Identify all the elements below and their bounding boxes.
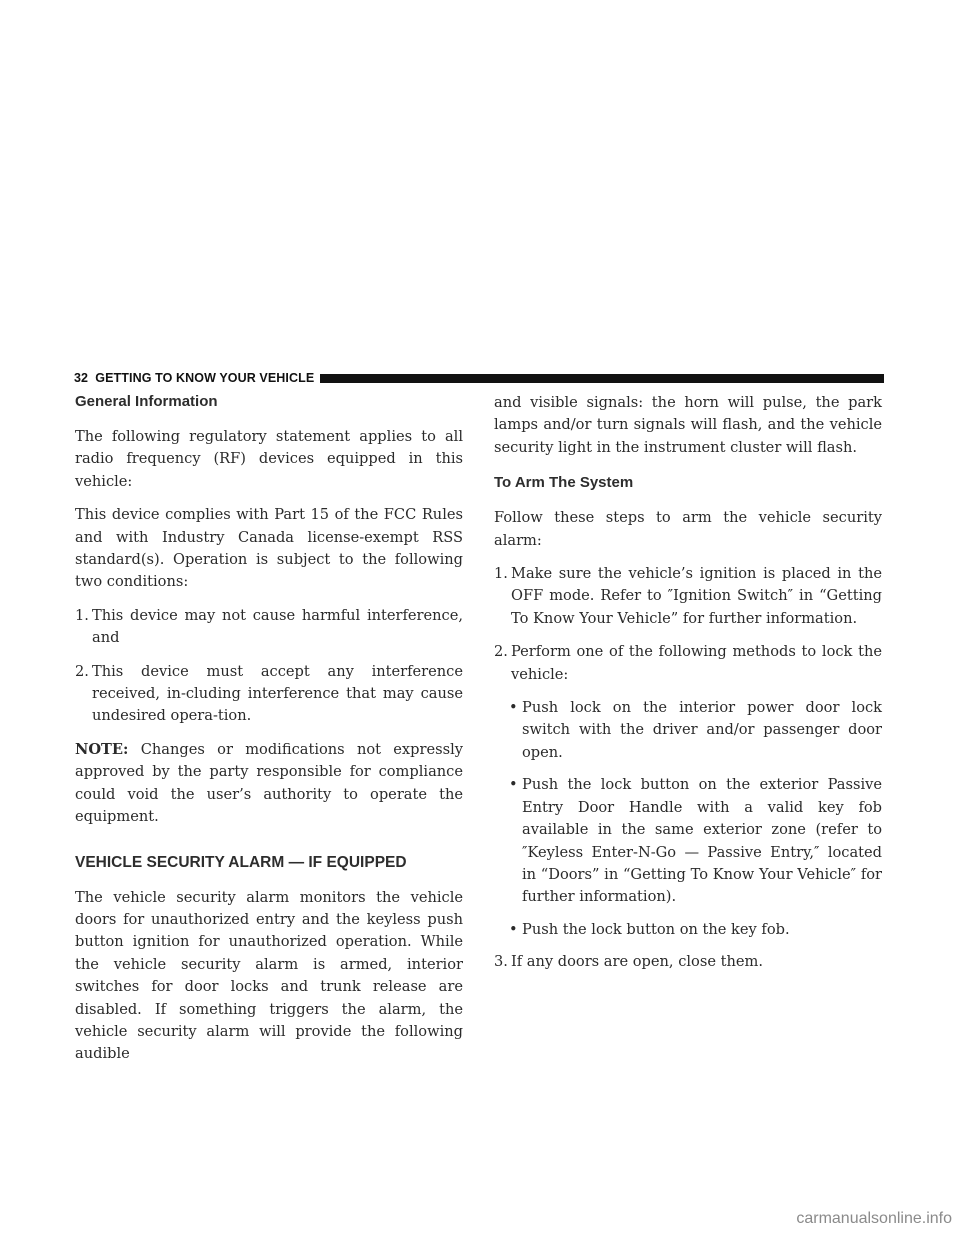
item-text: This device may not cause harmful interference, and — [92, 606, 463, 647]
paragraph-regulatory-statement: The following regulatory statement applies to all radio frequency (RF) devices equipped in this vehicle: — [75, 428, 463, 490]
bullet-glyph: • — [509, 920, 518, 938]
condition-item-1 — [75, 605, 463, 650]
header-rule — [320, 374, 884, 383]
lock-method-bullet-3 — [509, 919, 882, 941]
step-3 — [494, 951, 882, 973]
heading-vehicle-security-alarm: VEHICLE SECURITY ALARM — IF EQUIPPED — [75, 853, 407, 871]
bullet-glyph: • — [509, 699, 518, 717]
left-column — [75, 392, 463, 1077]
item-number: 1. — [75, 606, 89, 624]
step-text: Perform one of the following methods to lock the vehicle: — [511, 643, 882, 683]
step-number: 2. — [494, 643, 508, 661]
step-text: If any doors are open, close them. — [511, 953, 763, 971]
step-text: Make sure the vehicle’s ignition is placed in the OFF mode. Refer to ″Ignition Switch″ in “Getting To Know Your Vehicle” for further information. — [511, 565, 882, 627]
bullet-text: Push lock on the interior power door lock switch with the driver and/or passenger door open. — [522, 699, 882, 761]
note-text: Changes or modifications not expressly approved by the party responsible for compliance could void the user’s authority to operate the equipment. — [75, 740, 463, 826]
step-1 — [494, 563, 882, 630]
bullet-text: Push the lock button on the exterior Passive Entry Door Handle with a valid key fob available in the same exterior zone (refer to ″Keyless Enter-N-Go — Passive Entry,″ located in “Doors” in “Getting To Know Your Vehicle″ for further information). — [522, 776, 882, 906]
page-number: 32 — [74, 371, 89, 385]
heading-to-arm-the-system: To Arm The System — [494, 474, 634, 492]
lock-method-bullet-2 — [509, 774, 882, 908]
heading-general-information: General Information — [75, 393, 218, 410]
paragraph-alarm-signals: and visible signals: the horn will pulse, the park lamps and/or turn signals will flash, and the vehicle security light in the instrument cluster will flash. — [494, 394, 882, 456]
condition-item-2 — [75, 661, 463, 728]
right-column — [494, 392, 882, 985]
paragraph-fcc-compliance: This device complies with Part 15 of the FCC Rules and with Industry Canada license-exempt RSS standard(s). Operation is subject to the following two conditions: — [75, 506, 463, 591]
item-number: 2. — [75, 662, 89, 680]
step-number: 3. — [494, 953, 508, 971]
paragraph-alarm-description: The vehicle security alarm monitors the vehicle doors for unauthorized entry and the keyless push button ignition for unauthorized operation. While the vehicle security alarm is armed, interior switches for door locks and trunk release are disabled. If something triggers the alarm, the vehicle security alarm will provide the following audible — [75, 888, 463, 1063]
bullet-glyph: • — [509, 776, 518, 794]
page-header — [74, 368, 884, 388]
note-label: NOTE: — [75, 740, 129, 758]
paragraph-arm-intro: Follow these steps to arm the vehicle security alarm: — [494, 509, 882, 549]
bullet-text: Push the lock button on the key fob. — [522, 920, 790, 938]
section-title: GETTING TO KNOW YOUR VEHICLE — [95, 371, 315, 385]
step-2 — [494, 641, 882, 686]
note-paragraph — [75, 739, 463, 829]
watermark-link[interactable]: carmanualsonline.info — [796, 1210, 952, 1227]
step-number: 1. — [494, 565, 508, 583]
item-text: This device must accept any interference received, in-cluding interference that may cause undesired opera-tion. — [92, 662, 463, 725]
page-header-text — [74, 371, 314, 385]
lock-method-bullet-1 — [509, 697, 882, 764]
